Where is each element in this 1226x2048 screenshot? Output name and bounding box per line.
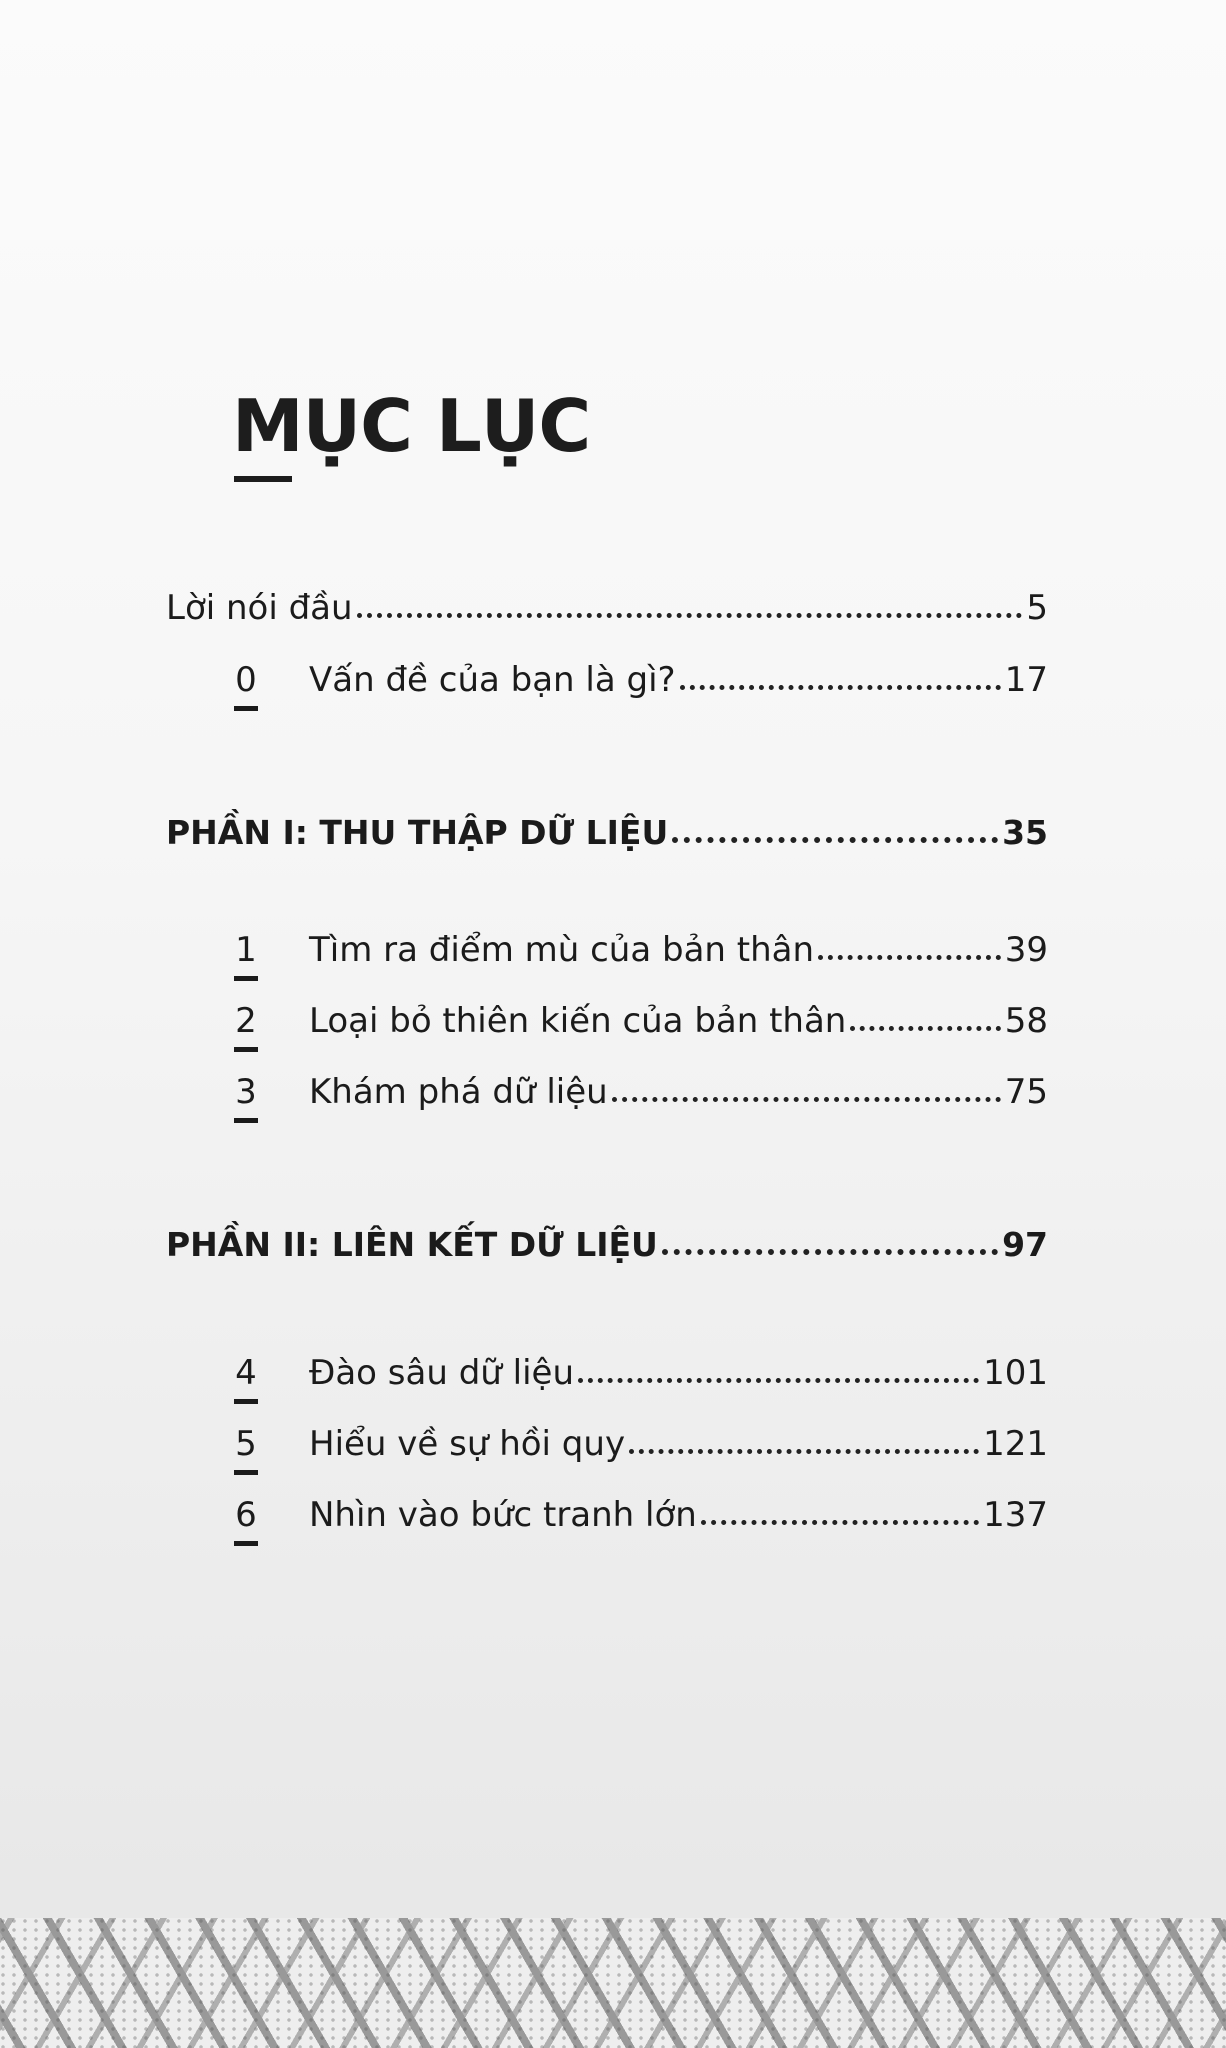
toc-entry-page: 39 — [1004, 930, 1048, 970]
chapter-number: 4 — [231, 1348, 261, 1398]
toc-entry-label: Nhìn vào bức tranh lớn — [309, 1495, 697, 1535]
chapter-number: 1 — [231, 925, 261, 975]
toc-entry-chapter-1[interactable] — [309, 925, 1048, 975]
toc-entry-page: 121 — [983, 1424, 1048, 1464]
toc-entry-chapter-5[interactable] — [309, 1419, 1048, 1469]
chapter-number: 3 — [231, 1067, 261, 1117]
chapter-number: 5 — [231, 1419, 261, 1469]
toc-entry-chapter-2[interactable] — [309, 996, 1048, 1046]
toc-entry-chapter-3[interactable] — [309, 1067, 1048, 1117]
toc-entry-chapter-4[interactable] — [309, 1348, 1048, 1398]
toc-entry-page: 17 — [1004, 660, 1048, 700]
toc-entry-page: 101 — [983, 1353, 1048, 1393]
toc-entry-label: Đào sâu dữ liệu — [309, 1353, 574, 1393]
toc-entry-label: PHẦN I: THU THẬP DỮ LIỆU — [166, 813, 669, 852]
toc-entry-part-2[interactable] — [166, 1220, 1048, 1270]
toc-entry-page: 35 — [1002, 813, 1048, 852]
chapter-number: 6 — [231, 1490, 261, 1540]
dot-leader — [818, 955, 1001, 960]
toc-entry-label: Hiểu về sự hồi quy — [309, 1424, 626, 1464]
dot-leader — [701, 1520, 979, 1525]
chapter-number: 2 — [231, 996, 261, 1046]
dot-leader — [672, 837, 998, 843]
toc-entry-page: 5 — [1026, 588, 1048, 628]
toc-entry-page: 137 — [983, 1495, 1048, 1535]
toc-entry-part-1[interactable] — [166, 808, 1048, 858]
dot-leader — [850, 1026, 1000, 1031]
dot-leader — [578, 1378, 979, 1383]
page-title: MỤC LỤC — [232, 384, 591, 468]
toc-entry-label: Tìm ra điểm mù của bản thân — [309, 930, 815, 970]
toc-entry-page: 97 — [1002, 1225, 1048, 1264]
decorative-speckle-texture — [0, 1918, 1226, 2048]
toc-entry-label: Loại bỏ thiên kiến của bản thân — [309, 1001, 847, 1041]
toc-entry-preface[interactable] — [166, 583, 1048, 633]
toc-entry-label: Khám phá dữ liệu — [309, 1072, 608, 1112]
chapter-number: 0 — [231, 655, 261, 705]
toc-entry-label: Lời nói đầu — [166, 588, 353, 628]
toc-entry-page: 58 — [1004, 1001, 1048, 1041]
title-underline — [234, 476, 292, 482]
toc-entry-chapter-6[interactable] — [309, 1490, 1048, 1540]
toc-entry-label: PHẦN II: LIÊN KẾT DỮ LIỆU — [166, 1225, 658, 1264]
dot-leader — [612, 1097, 1001, 1102]
toc-entry-label: Vấn đề của bạn là gì? — [309, 660, 676, 700]
toc-entry-chapter-0[interactable] — [309, 655, 1048, 705]
toc-entry-page: 75 — [1004, 1072, 1048, 1112]
dot-leader — [680, 685, 1001, 690]
dot-leader — [662, 1249, 998, 1255]
dot-leader — [357, 613, 1023, 618]
dot-leader — [629, 1449, 979, 1454]
